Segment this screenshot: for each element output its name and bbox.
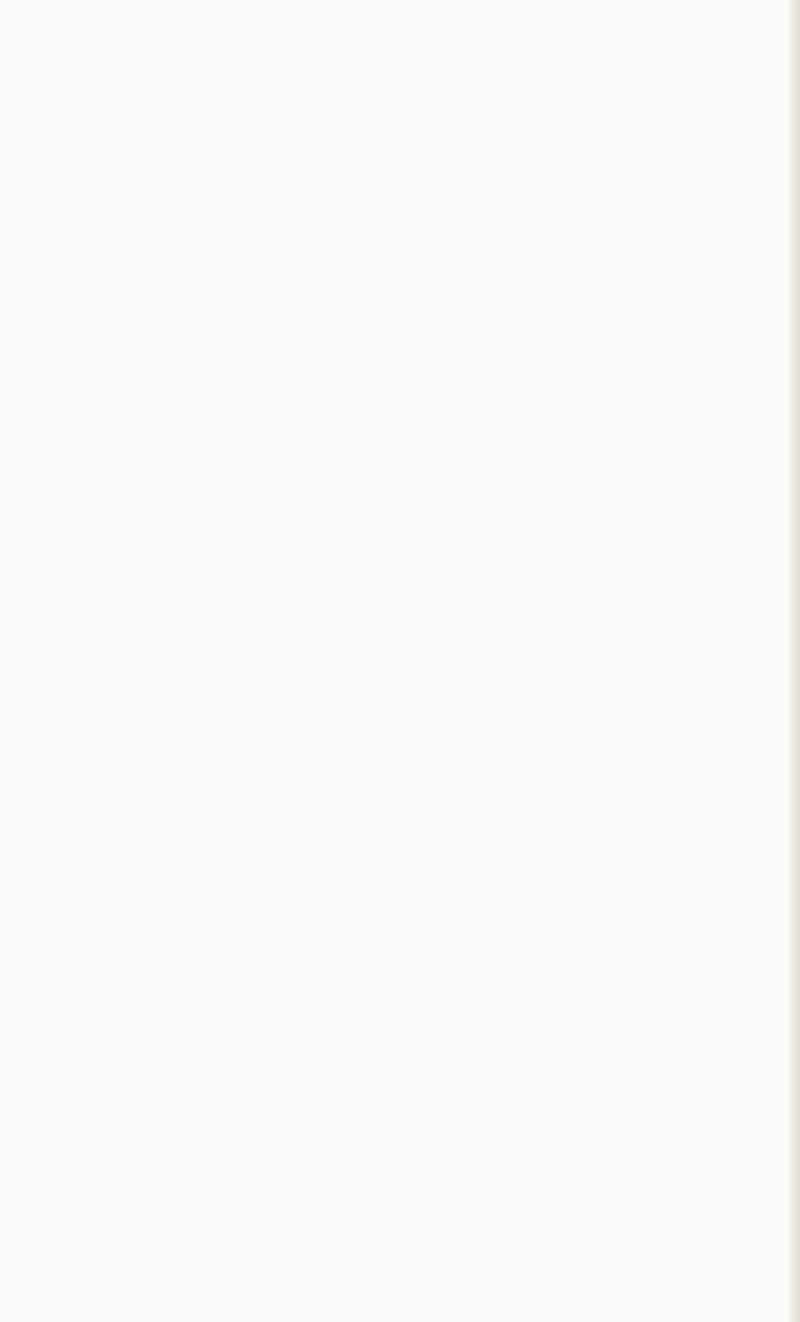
page-edge-shadow: [786, 0, 800, 1322]
